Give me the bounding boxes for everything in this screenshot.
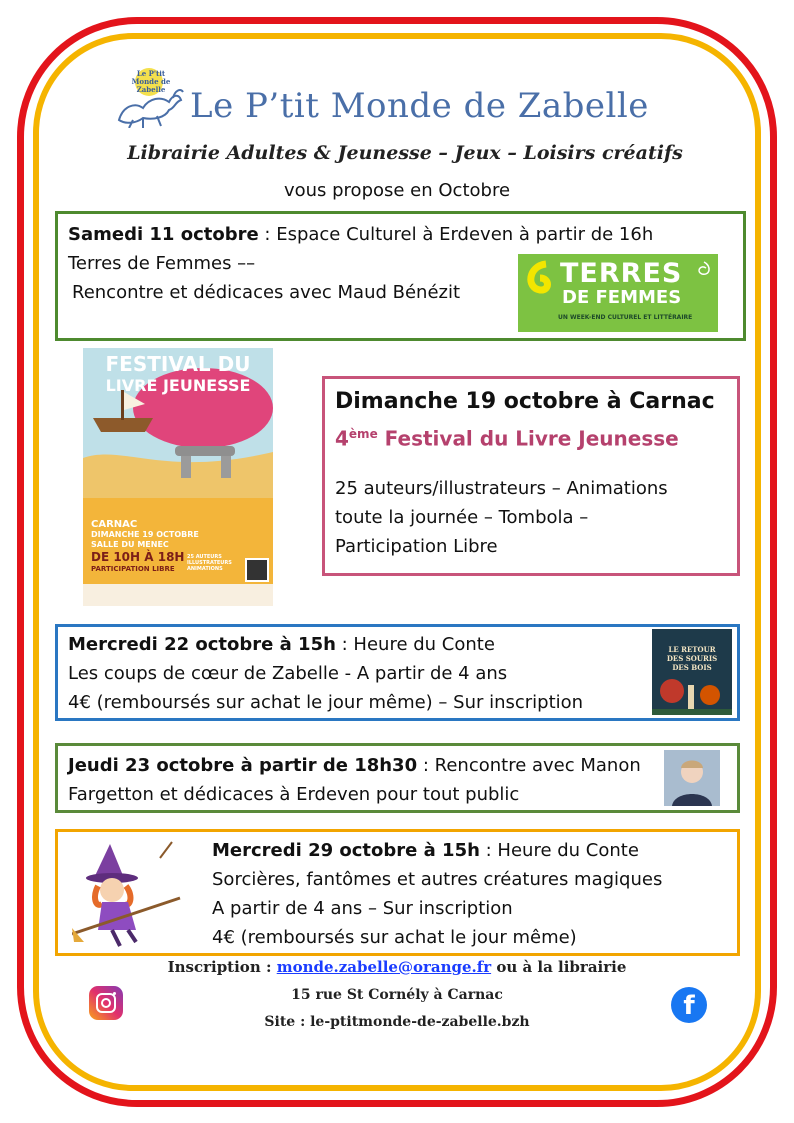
- event-box-2: [322, 376, 740, 576]
- event3-line2: Les coups de cœur de Zabelle - A partir de 4 ans: [68, 663, 508, 684]
- poster-badge-3: ANIMATIONS: [187, 566, 223, 572]
- poster-badge-1: 25 AUTEURS: [187, 554, 222, 560]
- poster-title-2: LIVRE JEUNESSE: [105, 376, 251, 395]
- logo-text-1: Le P'tit: [136, 69, 166, 78]
- author-photo: [664, 750, 720, 806]
- event-box-4: [55, 743, 740, 813]
- page-subtitle: Librairie Adultes & Jeunesse – Jeux – Loisirs créatifs: [127, 142, 683, 164]
- event2-sup: ème: [348, 427, 378, 441]
- terres-logo-tagline: UN WEEK-END CULTUREL ET LITTÉRAIRE: [558, 314, 693, 321]
- event2-num: 4: [335, 426, 349, 451]
- event2-festival-line: [335, 419, 737, 454]
- event4-line2: Fargetton et dédicaces à Erdeven pour tout public: [68, 784, 520, 805]
- footer-address: 15 rue St Cornély à Carnac: [291, 987, 503, 1003]
- facebook-icon[interactable]: f: [671, 987, 707, 1023]
- logo: [113, 62, 185, 128]
- poster-hours: DE 10H À 18H: [91, 550, 185, 564]
- terres-logo-line2: DE FEMMES: [562, 287, 682, 308]
- event4-date: Jeudi 23 octobre à partir de 18h30: [68, 755, 418, 776]
- event1-line2: Terres de Femmes ––: [68, 253, 256, 274]
- event5-line2: Sorcières, fantômes et autres créatures magiques: [212, 869, 663, 890]
- event3-line1: [68, 630, 737, 659]
- event2-festival: Festival du Livre Jeunesse: [377, 426, 679, 451]
- event2-line1: 25 auteurs/illustrateurs – Animations: [335, 477, 668, 499]
- festival-poster: [83, 348, 273, 606]
- event4-line1: [68, 751, 737, 780]
- person-icon: [664, 750, 720, 806]
- witch-icon: [72, 838, 188, 950]
- poster-badge-2: ILLUSTRATEURS: [187, 560, 232, 566]
- event2-line3: Participation Libre: [335, 535, 498, 557]
- event5-line4: 4€ (remboursés sur achat le jour même): [212, 927, 577, 948]
- book-cover-art: [652, 629, 732, 715]
- page-title: Le P’tit Monde de Zabelle: [190, 86, 649, 126]
- logo-text-2: Monde de: [131, 77, 171, 86]
- poster-place: SALLE DU MENEC: [91, 540, 169, 549]
- logo-text-3: Zabelle: [136, 85, 166, 94]
- event5-line1-rest: : Heure du Conte: [479, 840, 639, 861]
- poster-city: CARNAC: [91, 519, 138, 530]
- event1-line1: [68, 220, 743, 249]
- inscription-rest: ou à la librairie: [491, 958, 627, 976]
- instagram-icon[interactable]: [89, 986, 123, 1020]
- event4-line1-rest: : Rencontre avec Manon: [417, 755, 641, 776]
- footer-inscription: [0, 958, 794, 976]
- event5-line1: [212, 836, 737, 865]
- event5-date: Mercredi 29 octobre à 15h: [212, 840, 480, 861]
- poster-participation: PARTICIPATION LIBRE: [91, 565, 175, 573]
- event1-line3: Rencontre et dédicaces avec Maud Bénézit: [72, 282, 461, 303]
- terres-logo-line1: TERRES: [560, 258, 683, 289]
- poster-date: DIMANCHE 19 OCTOBRE: [91, 530, 199, 539]
- inscription-label: Inscription :: [167, 958, 277, 976]
- event3-date: Mercredi 22 octobre à 15h: [68, 634, 336, 655]
- event-box-3: [55, 624, 740, 721]
- spiral-icon: [520, 258, 554, 328]
- event2-line2: toute la journée – Tombola –: [335, 506, 589, 528]
- event3-line1-rest: : Heure du Conte: [335, 634, 495, 655]
- event2-title: Dimanche 19 octobre à Carnac: [335, 389, 715, 414]
- footer-site: Site : le-ptitmonde-de-zabelle.bzh: [264, 1014, 530, 1030]
- book-title-2: DES SOURIS: [666, 654, 718, 663]
- book-cover: [652, 629, 732, 715]
- email-link[interactable]: monde.zabelle@orange.fr: [276, 958, 492, 976]
- qr-code-icon: [245, 558, 269, 582]
- terres-de-femmes-logo: [518, 254, 718, 332]
- event1-line1-rest: : Espace Culturel à Erdeven à partir de 16h: [258, 224, 654, 245]
- event5-line3: A partir de 4 ans – Sur inscription: [212, 898, 513, 919]
- swirl-icon: [694, 260, 714, 290]
- event-box-1: [55, 211, 746, 341]
- book-title-3: DES BOIS: [672, 663, 712, 672]
- event-box-5: [55, 829, 740, 956]
- event3-line3: 4€ (remboursés sur achat le jour même) – Sur inscription: [68, 692, 584, 713]
- book-title-1: LE RETOUR: [668, 645, 716, 654]
- event1-date: Samedi 11 octobre: [68, 224, 259, 245]
- intro-text: vous propose en Octobre: [283, 180, 511, 201]
- poster-title-1: FESTIVAL DU: [105, 352, 251, 376]
